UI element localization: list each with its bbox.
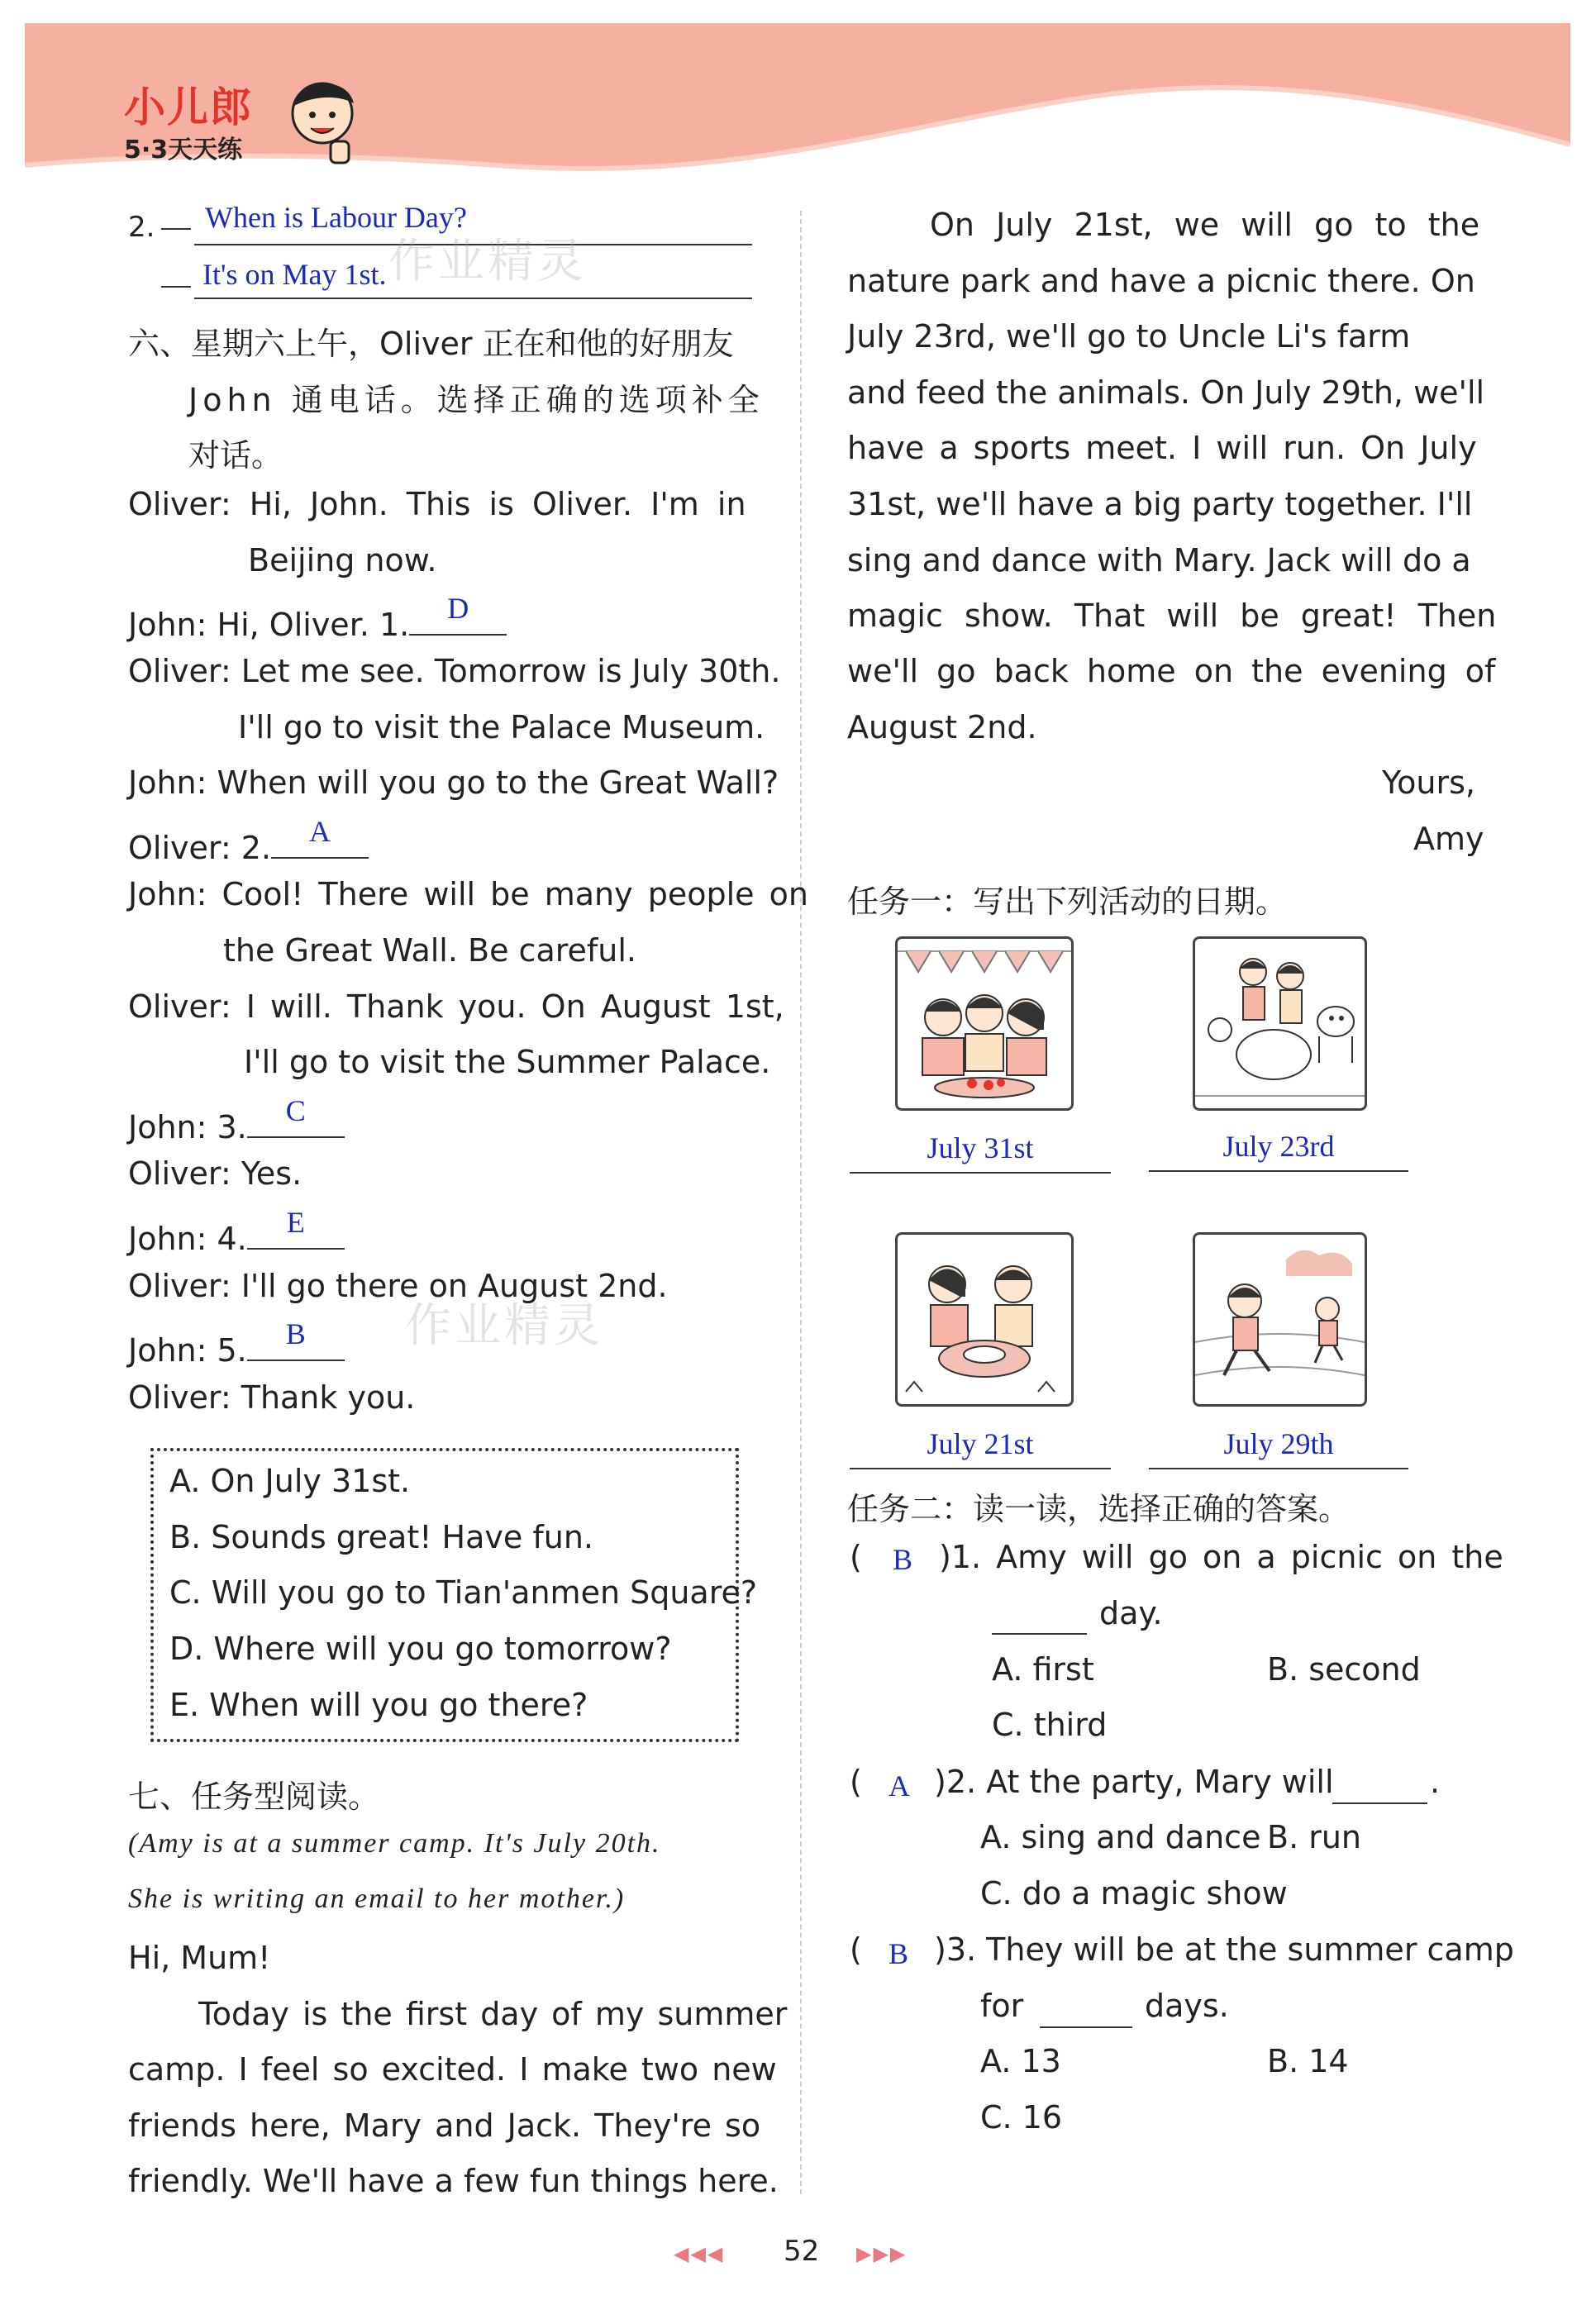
task2-title: 任务二：读一读，选择正确的答案。	[847, 1491, 1351, 1527]
answer-1: D	[447, 592, 469, 625]
option-d: D. Where will you go tomorrow?	[169, 1631, 672, 1667]
task2-q2-period: .	[1430, 1764, 1441, 1800]
dialog-9: Oliver: Yes.	[128, 1155, 303, 1192]
q1-open-paren: (	[850, 1539, 862, 1575]
email-p1-line1: Today is the first day of my summer	[198, 1996, 788, 2032]
section6-title-2: John 通电话。选择正确的选项补全	[188, 382, 765, 418]
blank-4[interactable]	[247, 1206, 345, 1250]
answer-5: B	[285, 1317, 306, 1350]
task2-q3-text: )3. They will be at the summer camp	[934, 1931, 1514, 1968]
dialog-7b: I'll go to visit the Summer Palace.	[244, 1044, 771, 1080]
email-p2-line10: August 2nd.	[847, 709, 1037, 745]
task2-q2-text: )2. At the party, Mary will	[934, 1764, 1334, 1800]
section7-title: 七、任务型阅读。	[128, 1779, 380, 1815]
watermark-2: 作业精灵	[405, 1299, 603, 1353]
email-p2-line7: sing and dance with Mary. Jack will do a	[847, 542, 1471, 579]
email-p2-line2: nature park and have a picnic there. On	[847, 263, 1475, 299]
logo	[124, 74, 253, 165]
dialog-10	[128, 1206, 345, 1257]
task1-line-1	[850, 1172, 1111, 1174]
dialog-5	[128, 815, 369, 866]
answer-2: A	[309, 815, 331, 848]
q1-option-b: B. second	[1267, 1651, 1421, 1688]
section6-title-3: 对话。	[188, 437, 283, 474]
answer-4: E	[286, 1206, 305, 1239]
dialog-1b: Beijing now.	[248, 542, 437, 579]
q2-dash-2	[161, 286, 191, 288]
task1-line-4	[1149, 1468, 1408, 1469]
q2-open-paren: (	[850, 1764, 862, 1800]
q2-line-2	[194, 298, 752, 299]
q1-blank[interactable]	[992, 1633, 1087, 1635]
dialog-6b: the Great Wall. Be careful.	[223, 932, 636, 969]
dialog-8-text: John: 3.	[128, 1109, 247, 1145]
dialog-3b: I'll go to visit the Palace Museum.	[238, 709, 765, 745]
q1-text: )1. Amy will go on a picnic on the	[939, 1539, 1503, 1575]
dialog-1a: Oliver: Hi, John. This is Oliver. I'm in	[128, 486, 746, 522]
task1-line-2	[1149, 1170, 1408, 1172]
picnic-picture	[895, 1232, 1074, 1407]
dialog-13: Oliver: Thank you.	[128, 1379, 416, 1416]
farm-illustration	[1195, 939, 1365, 1108]
email-greeting: Hi, Mum!	[128, 1940, 271, 1976]
task2-q2-option-a: A. sing and dance	[980, 1819, 1261, 1855]
task1-answer-2: July 23rd	[1222, 1130, 1335, 1163]
email-p2-line3: July 23rd, we'll go to Uncle Li's farm	[847, 318, 1411, 355]
column-divider	[800, 211, 802, 2194]
task1-title: 任务一：写出下列活动的日期。	[847, 883, 1288, 920]
party-illustration	[898, 939, 1071, 1108]
option-a: A. On July 31st.	[169, 1463, 411, 1499]
email-p1-line4: friendly. We'll have a few fun things here.	[128, 2163, 779, 2199]
blank-5[interactable]	[247, 1317, 345, 1361]
dialog-5-text: Oliver: 2.	[128, 830, 271, 866]
dialog-12	[128, 1317, 345, 1369]
email-p1-line2: camp. I feel so excited. I make two new	[128, 2051, 777, 2088]
section7-intro-2: She is writing an email to her mother.)	[128, 1883, 626, 1914]
section7-intro-1: (Amy is at a summer camp. It's July 20th.	[128, 1828, 661, 1859]
q3-open-paren: (	[850, 1931, 862, 1968]
dialog-7a: Oliver: I will. Thank you. On August 1st,	[128, 988, 784, 1025]
task1-line-3	[850, 1468, 1111, 1469]
dialog-6a: John: Cool! There will be many people on	[128, 876, 808, 912]
task2-q3-blank[interactable]	[1040, 2026, 1132, 2028]
task2-q2-option-c: C. do a magic show	[980, 1875, 1288, 1912]
farm-picture	[1193, 936, 1367, 1111]
email-p2-line4: and feed the animals. On July 29th, we'll	[847, 374, 1485, 411]
email-p2-line6: 31st, we'll have a big party together. I'll	[847, 486, 1473, 522]
sports-illustration	[1195, 1235, 1365, 1404]
q1-answer[interactable]: B	[893, 1543, 913, 1576]
blank-3[interactable]	[247, 1094, 345, 1138]
option-e: E. When will you go there?	[169, 1687, 588, 1723]
task2-q3-option-a: A. 13	[980, 2043, 1061, 2079]
task2-q2-option-b: B. run	[1267, 1819, 1362, 1855]
dialog-2	[128, 592, 507, 643]
q2-answer-1: When is Labour Day?	[205, 201, 467, 234]
q1-option-a: A. first	[992, 1651, 1094, 1688]
section6-title-1	[128, 318, 752, 364]
mascot-icon	[281, 70, 364, 169]
task1-answer-3: July 21st	[927, 1427, 1034, 1460]
dialog-2-text: John: Hi, Oliver. 1.	[128, 607, 410, 643]
email-signature: Amy	[1413, 821, 1484, 857]
q2-answer-2: It's on May 1st.	[202, 258, 387, 291]
email-p2-line8: magic show. That will be great! Then	[847, 598, 1497, 634]
q2-dash-1	[161, 228, 191, 230]
footer-left-arrows-icon: ◀◀◀	[674, 2242, 725, 2265]
dialog-4: John: When will you go to the Great Wall?	[128, 764, 779, 801]
email-closing: Yours,	[1382, 764, 1475, 801]
task1-answer-4: July 29th	[1223, 1427, 1334, 1460]
task2-q3-days: days.	[1145, 1988, 1229, 2024]
blank-2[interactable]	[271, 815, 369, 859]
blank-1[interactable]	[409, 592, 507, 636]
task2-q2-blank[interactable]	[1332, 1802, 1427, 1804]
logo-subtitle: 5·3天天练	[124, 136, 243, 164]
dialog-8	[128, 1094, 345, 1145]
page-number: 52	[784, 2235, 820, 2268]
email-p2-line5: have a sports meet. I will run. On July	[847, 430, 1477, 466]
task2-q3-option-b: B. 14	[1267, 2043, 1349, 2079]
dialog-11: Oliver: I'll go there on August 2nd.	[128, 1268, 668, 1304]
email-p2-line1: On July 21st, we will go to the	[930, 207, 1480, 243]
email-p2-line9: we'll go back home on the evening of	[847, 653, 1496, 689]
dialog-3a: Oliver: Let me see. Tomorrow is July 30th.	[128, 653, 781, 689]
email-p1-line3: friends here, Mary and Jack. They're so	[128, 2107, 761, 2144]
sports-picture	[1193, 1232, 1367, 1407]
q2-number: 2.	[128, 211, 155, 244]
task1-answer-1: July 31st	[927, 1131, 1034, 1164]
task2-q3-for: for	[980, 1988, 1024, 2024]
watermark-1: 作业精灵	[388, 235, 587, 288]
picnic-illustration	[898, 1235, 1071, 1404]
answer-3: C	[285, 1094, 306, 1127]
footer-right-arrows-icon: ▶▶▶	[856, 2242, 908, 2265]
option-b: B. Sounds great! Have fun.	[169, 1519, 593, 1555]
party-picture	[895, 936, 1074, 1111]
option-c: C. Will you go to Tian'anmen Square?	[169, 1574, 758, 1611]
task2-q3-answer[interactable]: B	[889, 1937, 909, 1970]
q1-text-2: day.	[1099, 1595, 1163, 1631]
task2-q3-option-c: C. 16	[980, 2099, 1063, 2136]
dialog-12-text: John: 5.	[128, 1332, 247, 1369]
logo-title: 小儿郎	[124, 83, 253, 131]
q1-option-c: C. third	[992, 1707, 1108, 1743]
dialog-10-text: John: 4.	[128, 1221, 247, 1257]
task2-q2-answer[interactable]: A	[889, 1769, 910, 1802]
section6-title-line1: 六、星期六上午，Oliver 正在和他的好朋友	[128, 326, 734, 362]
